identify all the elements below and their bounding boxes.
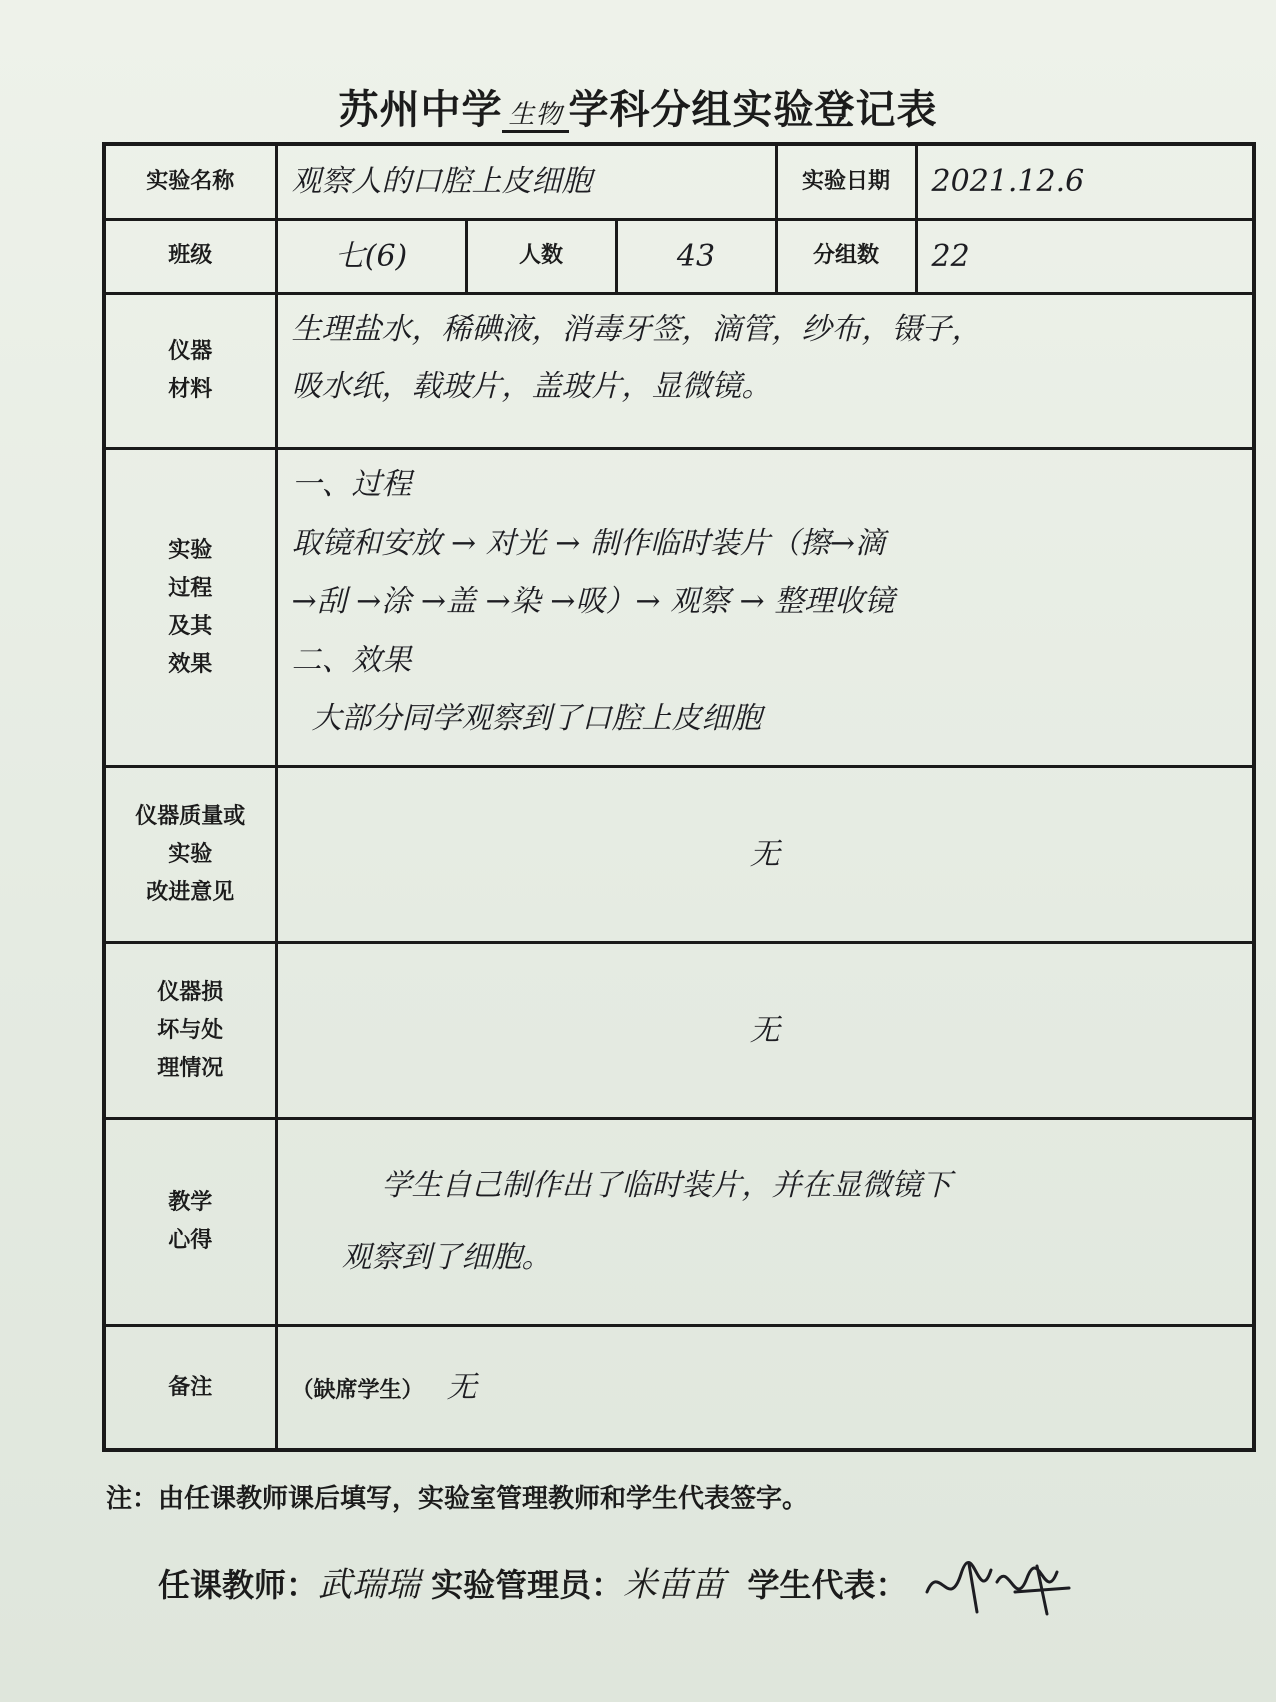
materials-label-line1: 仪器 — [168, 339, 213, 365]
materials-label — [104, 294, 276, 449]
student-count-value[interactable]: 43 — [616, 219, 776, 294]
experiment-date-label: 实验日期 — [776, 144, 916, 219]
group-count-value[interactable]: 22 — [916, 219, 1254, 294]
process-label-line1: 实验 — [168, 537, 213, 563]
materials-label-line2: 材料 — [168, 377, 213, 403]
process-line3: →刮 →涂 →盖 →染 →吸）→ 观察 → 整理收镜 — [291, 584, 895, 620]
title-prefix: 苏州中学 — [338, 87, 503, 133]
materials-value[interactable] — [276, 294, 1254, 449]
materials-line2: 吸水纸，载玻片，盖玻片，显微镜。 — [291, 369, 772, 405]
title-suffix: 学科分组实验登记表 — [568, 87, 938, 133]
row-quality — [104, 767, 1254, 943]
admin-signature[interactable]: 米苗苗 — [623, 1565, 726, 1605]
quality-value[interactable]: 无 — [276, 767, 1254, 943]
teaching-line1: 学生自己制作出了临时装片，并在显微镜下 — [381, 1168, 952, 1204]
process-label-line4: 效果 — [168, 651, 213, 677]
remarks-label: 备注 — [104, 1326, 276, 1450]
damage-label — [104, 943, 276, 1119]
process-label-line2: 过程 — [168, 575, 213, 601]
admin-label: 实验管理员： — [431, 1566, 624, 1604]
row-materials — [104, 294, 1254, 449]
quality-label-line1: 仪器质量或 — [135, 803, 246, 829]
title-subject-handwritten: 生物 — [502, 100, 568, 133]
teaching-label — [104, 1119, 276, 1326]
process-line2: 取镜和安放 → 对光 → 制作临时装片（擦→滴 — [291, 525, 886, 561]
teaching-value[interactable] — [276, 1119, 1254, 1326]
registration-table — [102, 142, 1256, 1452]
experiment-name-label: 实验名称 — [104, 144, 276, 219]
group-count-label: 分组数 — [776, 219, 916, 294]
row-teaching — [104, 1119, 1254, 1326]
class-label: 班级 — [104, 219, 276, 294]
teaching-label-line1: 教学 — [168, 1190, 213, 1216]
row-remarks — [104, 1326, 1254, 1450]
quality-label — [104, 767, 276, 943]
remarks-value[interactable] — [276, 1326, 1254, 1450]
class-value[interactable]: 七(6) — [276, 219, 466, 294]
student-rep-label: 学生代表： — [747, 1566, 908, 1604]
damage-label-line3: 理情况 — [157, 1055, 224, 1081]
damage-label-line1: 仪器损 — [157, 979, 224, 1005]
teaching-line2: 观察到了细胞。 — [341, 1240, 552, 1276]
experiment-name-value[interactable]: 观察人的口腔上皮细胞 — [276, 144, 776, 219]
student-count-label: 人数 — [466, 219, 616, 294]
form-title — [0, 78, 1276, 135]
process-label-line3: 及其 — [168, 613, 213, 639]
process-line4: 二、效果 — [291, 642, 412, 678]
quality-label-line2: 实验 — [168, 841, 213, 867]
damage-value[interactable]: 无 — [276, 943, 1254, 1119]
row-class-info — [104, 219, 1254, 294]
process-line1: 一、过程 — [291, 467, 412, 503]
materials-line1: 生理盐水，稀碘液，消毒牙签，滴管，纱布，镊子， — [291, 312, 982, 348]
damage-label-line2: 坏与处 — [157, 1017, 224, 1043]
absent-students-value: 无 — [446, 1370, 477, 1406]
signature-line — [158, 1552, 1079, 1622]
absent-students-label: （缺席学生） — [291, 1378, 424, 1404]
process-line5: 大部分同学观察到了口腔上皮细胞 — [311, 701, 762, 737]
teacher-signature[interactable]: 武瑞瑞 — [318, 1565, 421, 1605]
row-process — [104, 449, 1254, 767]
teaching-label-line2: 心得 — [168, 1228, 213, 1254]
process-label — [104, 449, 276, 767]
quality-label-line3: 改进意见 — [146, 879, 235, 905]
row-damage — [104, 943, 1254, 1119]
student-rep-signature-scribble[interactable] — [919, 1552, 1079, 1622]
row-experiment-name — [104, 144, 1254, 219]
process-value[interactable] — [276, 449, 1254, 767]
teacher-label: 任课教师： — [158, 1566, 319, 1604]
footer-note: 注：由任课教师课后填写，实验室管理教师和学生代表签字。 — [106, 1484, 809, 1514]
experiment-date-value[interactable]: 2021.12.6 — [916, 144, 1254, 219]
